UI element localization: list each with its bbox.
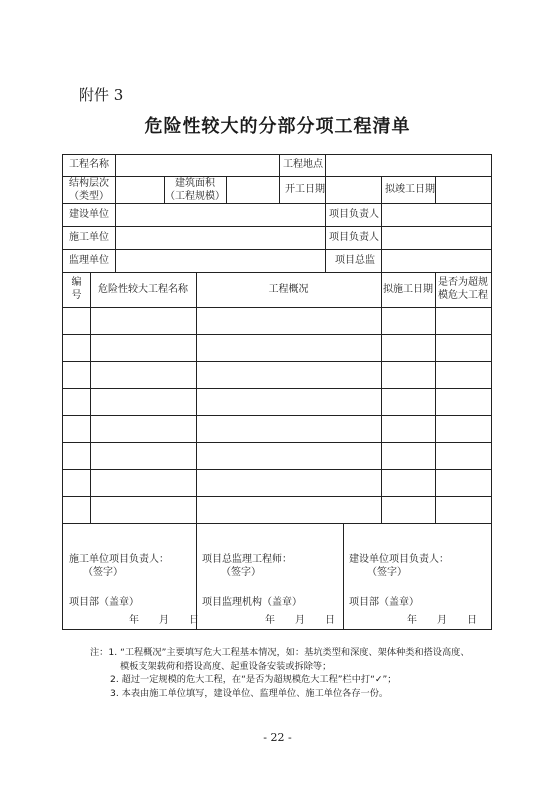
column-number-label: 编 (71, 277, 82, 288)
construction-unit-label: 建设单位 (69, 209, 109, 220)
column-project-name: 危险性较大工程名称 (98, 284, 188, 295)
column-exceed-scale: 是否为超规 (438, 277, 488, 288)
contractor-manager-label: 项目负责人 (329, 232, 379, 243)
building-area-label: 建筑面积 (175, 178, 215, 189)
column-number-label-2: 号 (71, 290, 82, 301)
project-list-form (62, 154, 492, 630)
supervisor-engineer-sign-label: 项目总监理工程师： (202, 554, 292, 565)
document-title: 危险性较大的分部分项工程清单 (144, 116, 411, 137)
start-date-label: 开工日期 (285, 184, 325, 195)
attachment-label: 附件 3 (79, 86, 124, 104)
note-2: 2. 超过一定规模的危大工程，在“是否为超规模危大工程”栏中打“✓”； (110, 674, 397, 685)
note-1 (90, 646, 470, 660)
note-1-continued: 模板支架载荷和搭设高度、起重设备安装或拆除等； (120, 660, 332, 672)
builder-manager-sign-label: 建设单位项目负责人： (349, 554, 449, 565)
supervision-unit-label: 监理单位 (69, 255, 109, 266)
column-exceed-scale-2: 模危大工程 (438, 290, 488, 301)
builder-seal-label: 项目部（盖章） (349, 597, 419, 608)
completion-date-label: 拟竣工日期 (385, 184, 435, 195)
column-planned-date: 拟施工日期 (383, 284, 433, 295)
structure-floors-label: 结构层次 (69, 178, 109, 189)
note-1-text: “工程概况”主要填写危大工程基本情况，如：基坑类型和深度、架体种类和搭设高度、 (120, 647, 470, 658)
notes-section (90, 646, 470, 700)
page-number: - 22 - (263, 731, 292, 744)
contractor-date: 年 月 日 (129, 615, 199, 626)
contractor-manager-sign-label: 施工单位项目负责人： (69, 554, 169, 565)
builder-date: 年 月 日 (407, 615, 477, 626)
contractor-seal-label: 项目部（盖章） (69, 597, 139, 608)
note-3: 3. 本表由施工单位填写，建设单位、监理单位、施工单位各存一份。 (110, 687, 389, 699)
structure-type-label: （类型） (69, 191, 109, 202)
supervisor-seal-label: 项目监理机构（盖章） (202, 597, 302, 608)
project-name-label: 工程名称 (69, 159, 109, 170)
chief-supervisor-label: 项目总监 (335, 255, 375, 266)
project-location-label: 工程地点 (283, 159, 323, 170)
column-overview: 工程概况 (268, 284, 309, 295)
supervisor-date: 年 月 日 (265, 615, 335, 626)
project-scale-label: （工程规模） (165, 191, 225, 202)
contractor-sign-note: （签字） (83, 567, 123, 578)
contractor-unit-label: 施工单位 (69, 232, 109, 243)
note-prefix: 注：1. (90, 647, 118, 658)
project-manager-label: 项目负责人 (329, 209, 379, 220)
supervisor-sign-note: （签字） (221, 567, 261, 578)
builder-sign-note: （签字） (367, 567, 407, 578)
